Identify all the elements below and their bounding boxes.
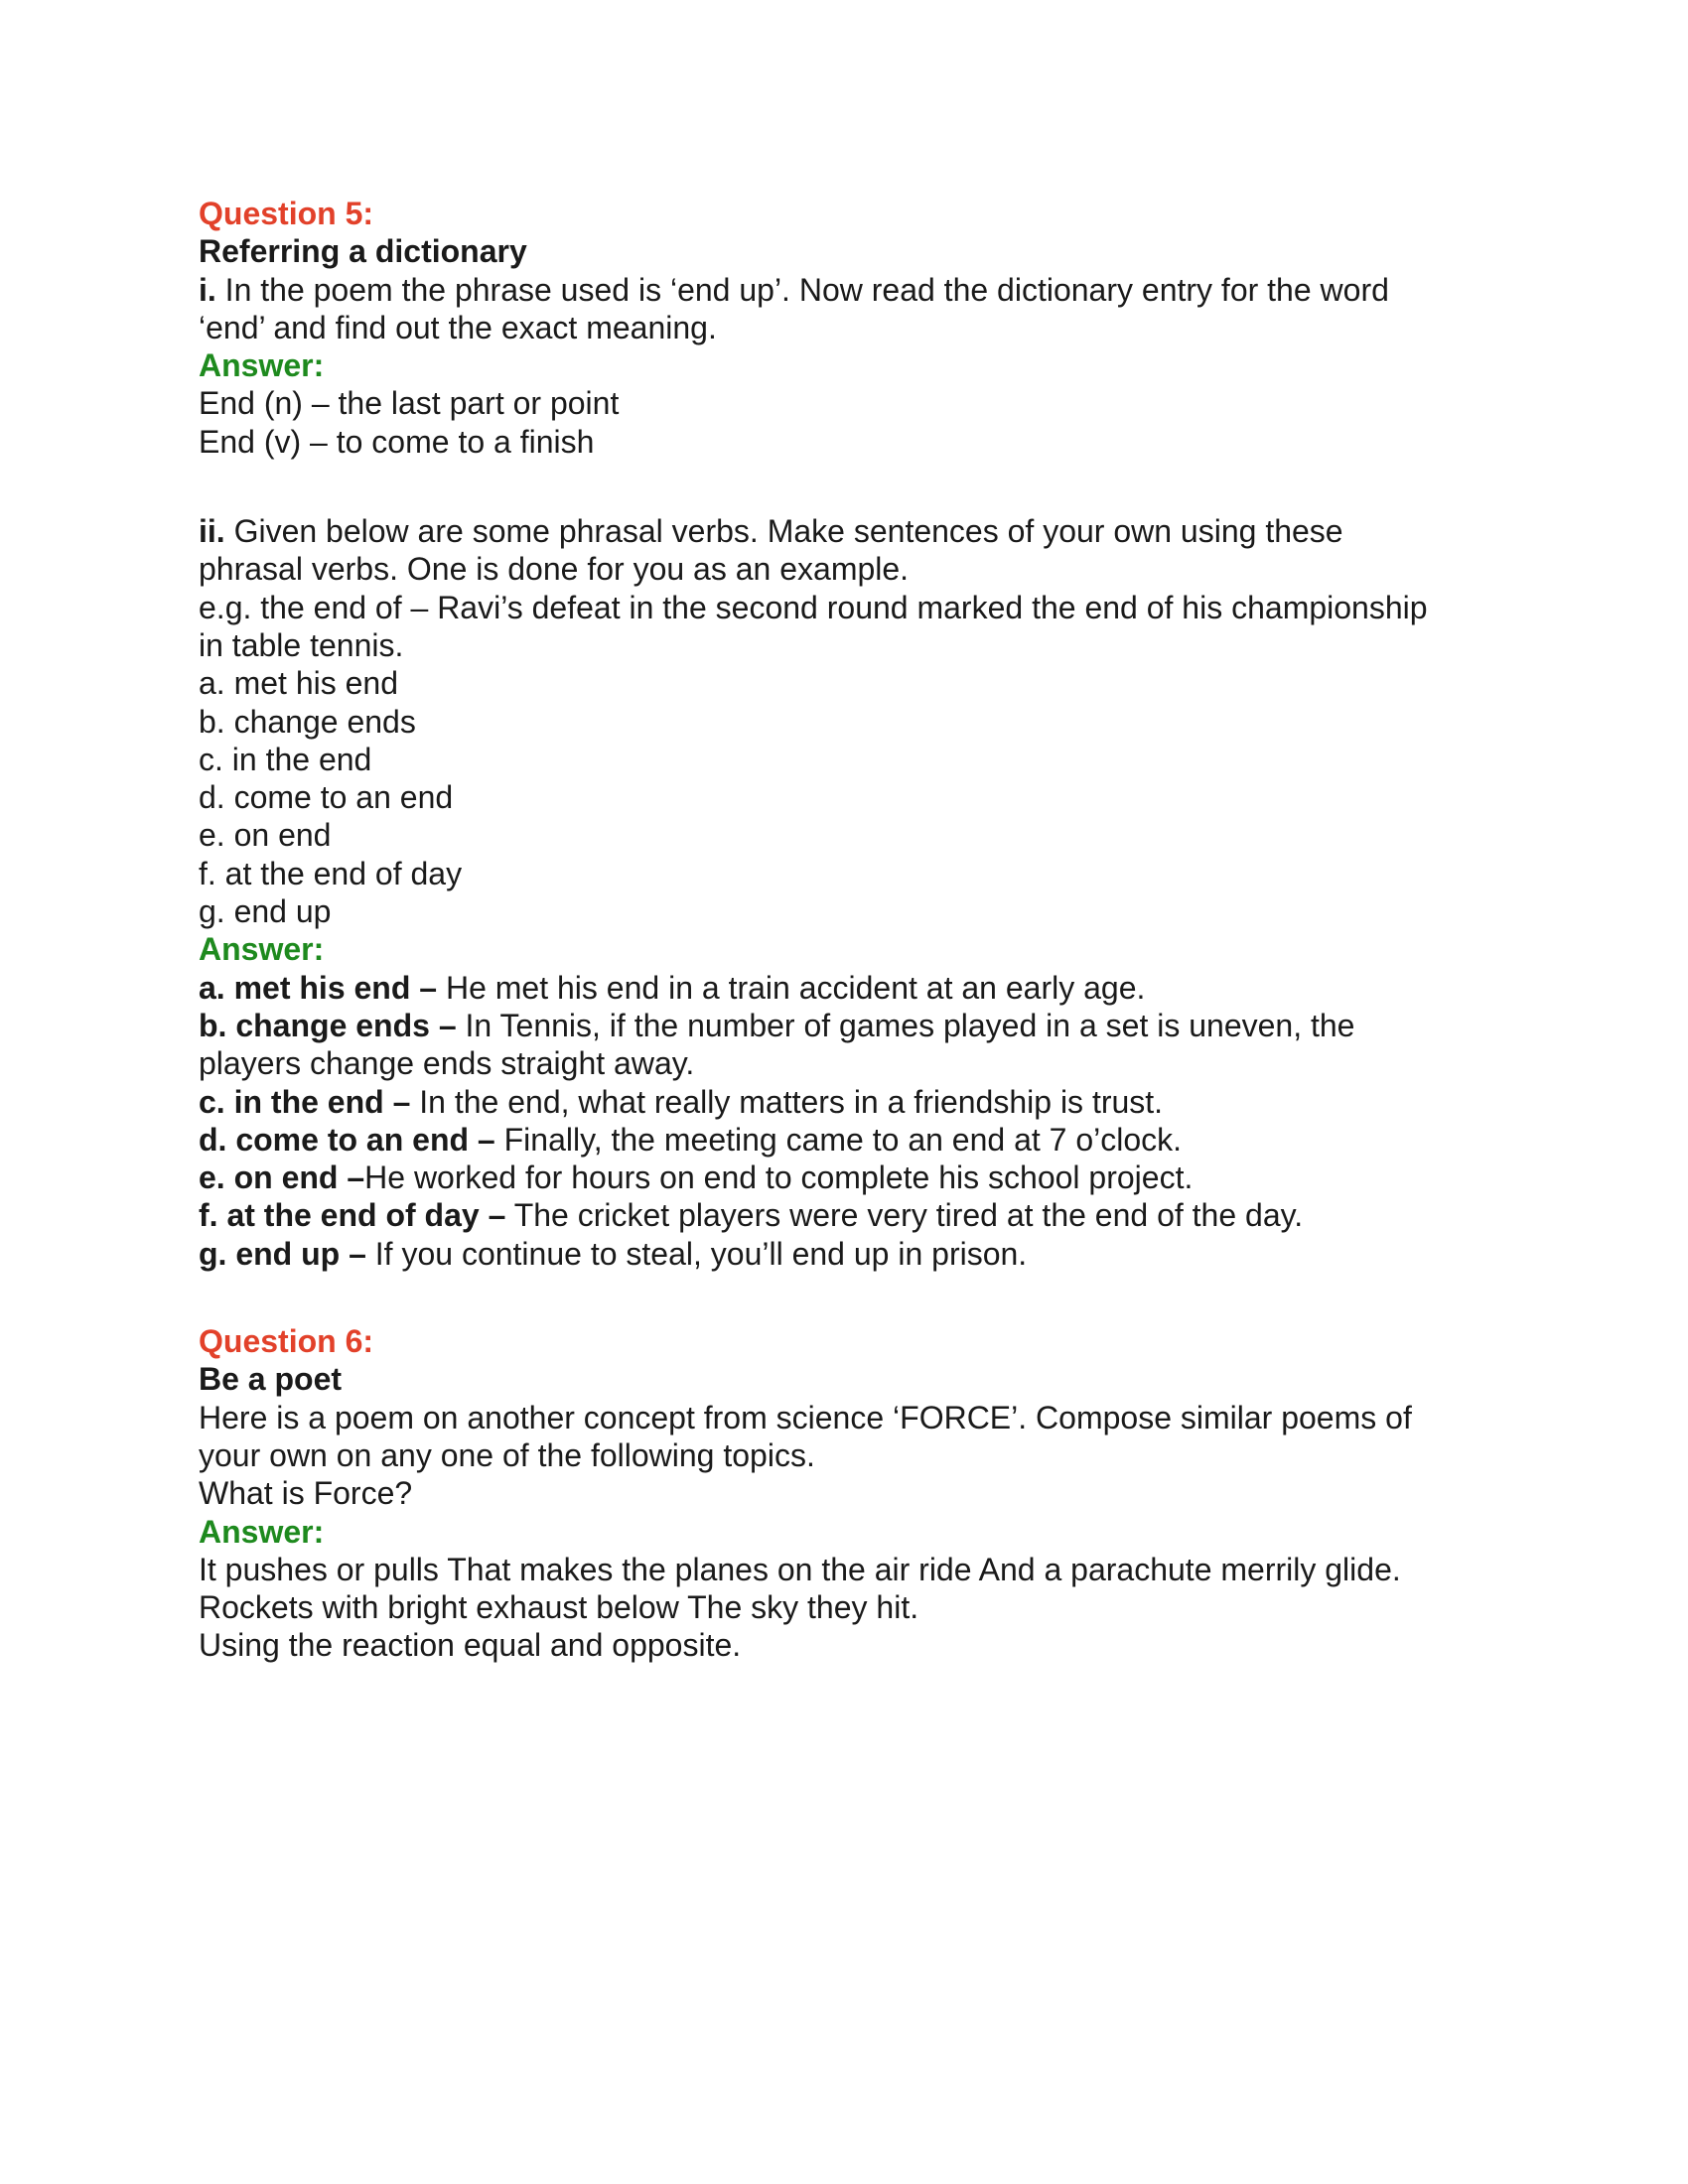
- answer-term: b. change ends –: [199, 1007, 457, 1043]
- answer-term: g. end up –: [199, 1235, 366, 1272]
- document-page: [199, 195, 1509, 1665]
- question-5-part-ii-line-2: phrasal verbs. One is done for you as an example.: [199, 551, 910, 588]
- answer-b: [199, 1007, 1509, 1044]
- answer-sentence: Finally, the meeting came to an end at 7 o’clock.: [494, 1121, 1183, 1158]
- option-e: e. on end: [199, 817, 332, 854]
- option-a: a. met his end: [199, 665, 398, 702]
- meaning-verb: End (v) – to come to a finish: [199, 423, 595, 460]
- poem-line-3: Using the reaction equal and opposite.: [199, 1627, 742, 1664]
- spacer: [199, 461, 1509, 512]
- answer-sentence: In the end, what really matters in a friendship is trust.: [410, 1083, 1164, 1120]
- answer-term: c. in the end –: [199, 1083, 411, 1120]
- answer-term: f. at the end of day –: [199, 1197, 506, 1234]
- answer-sentence: If you continue to steal, you’ll end up in prison.: [365, 1235, 1028, 1272]
- answer-sentence: He worked for hours on end to complete his school project.: [364, 1160, 1194, 1196]
- part-i-label: i.: [199, 271, 216, 308]
- answer-label: Answer:: [199, 1513, 325, 1550]
- question-5-title: Question 5:: [199, 196, 374, 231]
- option-c: c. in the end: [199, 741, 372, 777]
- question-6-line-2: your own on any one of the following topics.: [199, 1436, 815, 1473]
- answer-sentence: The cricket players were very tired at the end of the day.: [505, 1197, 1304, 1234]
- part-ii-label: ii.: [199, 513, 225, 550]
- question-5-heading: Referring a dictionary: [199, 233, 527, 270]
- answer-term: a. met his end –: [199, 969, 438, 1006]
- part-i-text: In the poem the phrase used is ‘end up’. Now read the dictionary entry for the word: [215, 271, 1389, 308]
- answer-d: [199, 1121, 1509, 1159]
- answer-f: [199, 1196, 1509, 1234]
- answer-term: d. come to an end –: [199, 1121, 495, 1158]
- answer-c: [199, 1083, 1509, 1121]
- spacer: [199, 1273, 1509, 1322]
- part-ii-text: Given below are some phrasal verbs. Make sentences of your own using these: [224, 513, 1343, 550]
- question-5-part-i-line-2: ‘end’ and find out the exact meaning.: [199, 309, 717, 345]
- answer-g: [199, 1235, 1509, 1273]
- question-5-part-i-line-1: [199, 271, 1509, 309]
- answer-label: Answer:: [199, 931, 325, 968]
- question-5-part-ii-line-3: e.g. the end of – Ravi’s defeat in the second round marked the end of his championship: [199, 589, 1428, 625]
- answer-sentence: He met his end in a train accident at an early age.: [437, 969, 1146, 1006]
- question-6-heading: Be a poet: [199, 1361, 343, 1398]
- question-6-line-3: What is Force?: [199, 1475, 413, 1512]
- meaning-noun: End (n) – the last part or point: [199, 385, 620, 422]
- poem-line-2: Rockets with bright exhaust below The sky they hit.: [199, 1589, 919, 1626]
- question-5-part-ii-line-4: in table tennis.: [199, 626, 404, 663]
- option-g: g. end up: [199, 893, 332, 930]
- answer-e: [199, 1159, 1509, 1196]
- answer-a: [199, 969, 1509, 1007]
- option-f: f. at the end of day: [199, 855, 463, 891]
- answer-b-continued: players change ends straight away.: [199, 1045, 695, 1082]
- option-b: b. change ends: [199, 703, 416, 740]
- question-6-line-1: Here is a poem on another concept from science ‘FORCE’. Compose similar poems of: [199, 1399, 1412, 1435]
- answer-label: Answer:: [199, 347, 325, 384]
- poem-line-1: It pushes or pulls That makes the planes on the air ride And a parachute merrily glide.: [199, 1551, 1401, 1587]
- option-d: d. come to an end: [199, 779, 454, 816]
- question-6-title: Question 6:: [199, 1323, 374, 1360]
- answer-term: e. on end –: [199, 1160, 365, 1196]
- answer-sentence: In Tennis, if the number of games played in a set is uneven, the: [456, 1007, 1355, 1043]
- question-5-part-ii-line-1: [199, 512, 1509, 550]
